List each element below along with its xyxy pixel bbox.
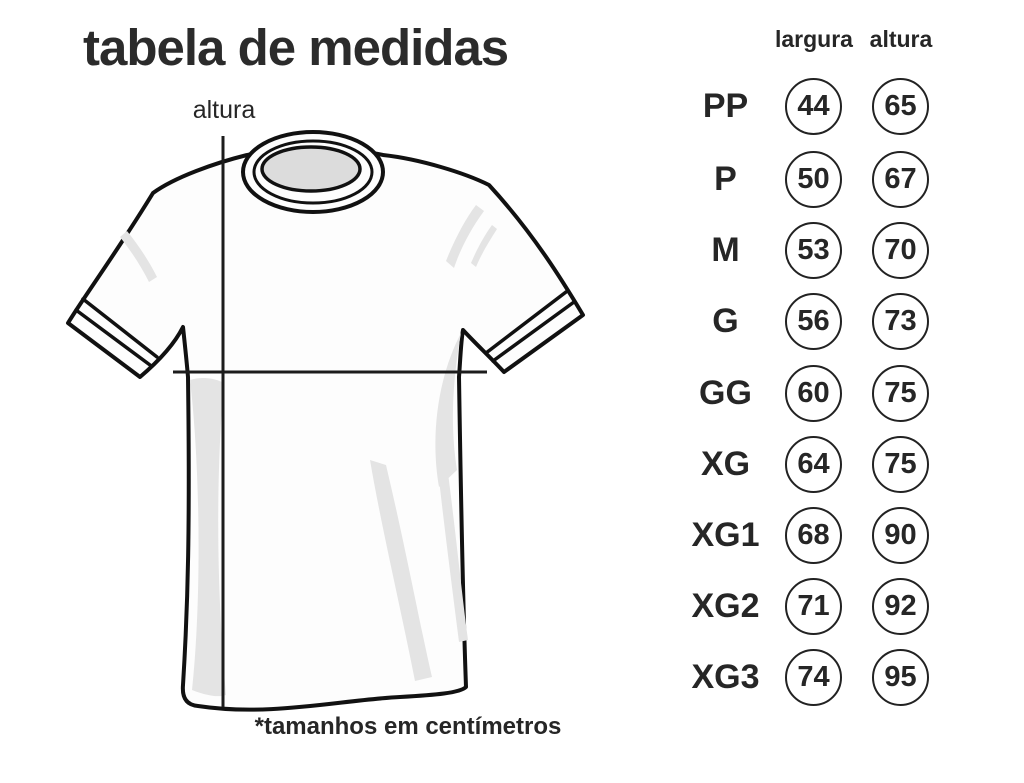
tshirt-collar bbox=[243, 132, 383, 212]
largura-value-circle bbox=[785, 78, 842, 135]
largura-value-circle bbox=[785, 365, 842, 422]
altura-value-circle bbox=[872, 222, 929, 279]
column-header-altura: altura bbox=[869, 26, 933, 52]
altura-value-circle bbox=[872, 507, 929, 564]
table-row bbox=[678, 222, 998, 279]
altura-value: 75 bbox=[884, 377, 917, 409]
altura-value-circle bbox=[872, 365, 929, 422]
table-row bbox=[678, 365, 998, 422]
altura-measure-label: altura bbox=[192, 96, 256, 124]
table-row bbox=[678, 578, 998, 635]
altura-value: 65 bbox=[884, 90, 917, 122]
altura-value: 75 bbox=[884, 448, 917, 480]
column-header-largura: largura bbox=[775, 26, 853, 52]
largura-value: 68 bbox=[797, 519, 830, 551]
largura-value-circle bbox=[785, 436, 842, 493]
largura-value-circle bbox=[785, 578, 842, 635]
tshirt-body-outline bbox=[68, 151, 583, 710]
largura-value-circle bbox=[785, 222, 842, 279]
table-row bbox=[678, 78, 998, 135]
table-row bbox=[678, 649, 998, 706]
size-label: XG2 bbox=[691, 587, 760, 625]
largura-value: 44 bbox=[797, 90, 830, 122]
table-row bbox=[678, 293, 998, 350]
size-label: M bbox=[711, 231, 740, 269]
size-label: PP bbox=[702, 87, 749, 125]
largura-value: 50 bbox=[797, 163, 830, 195]
units-footnote: *tamanhos em centímetros bbox=[254, 713, 562, 740]
largura-value: 74 bbox=[797, 661, 830, 693]
altura-value: 95 bbox=[884, 661, 917, 693]
altura-value-circle bbox=[872, 293, 929, 350]
size-label: P bbox=[714, 160, 737, 198]
largura-value: 64 bbox=[797, 448, 830, 480]
size-label: XG3 bbox=[691, 658, 760, 696]
size-label: XG bbox=[700, 445, 751, 483]
table-row bbox=[678, 436, 998, 493]
altura-value-circle bbox=[872, 436, 929, 493]
altura-value-circle bbox=[872, 151, 929, 208]
altura-value-circle bbox=[872, 649, 929, 706]
table-row bbox=[678, 507, 998, 564]
largura-value: 53 bbox=[797, 234, 830, 266]
altura-value: 70 bbox=[884, 234, 917, 266]
size-label: XG1 bbox=[691, 516, 760, 554]
largura-value: 56 bbox=[797, 305, 830, 337]
altura-value-circle bbox=[872, 578, 929, 635]
size-label: GG bbox=[699, 374, 752, 412]
largura-value: 71 bbox=[797, 590, 830, 622]
largura-value-circle bbox=[785, 151, 842, 208]
tshirt-illustration bbox=[40, 125, 620, 725]
size-label: G bbox=[712, 302, 739, 340]
largura-value-circle bbox=[785, 293, 842, 350]
altura-value-circle bbox=[872, 78, 929, 135]
sizes-table bbox=[678, 0, 998, 783]
altura-value: 90 bbox=[884, 519, 917, 551]
altura-value: 73 bbox=[884, 305, 917, 337]
altura-value: 67 bbox=[884, 163, 917, 195]
altura-value: 92 bbox=[884, 590, 917, 622]
page-title: tabela de medidas bbox=[83, 19, 509, 76]
largura-value-circle bbox=[785, 507, 842, 564]
largura-value-circle bbox=[785, 649, 842, 706]
table-row bbox=[678, 151, 998, 208]
largura-value: 60 bbox=[797, 377, 830, 409]
